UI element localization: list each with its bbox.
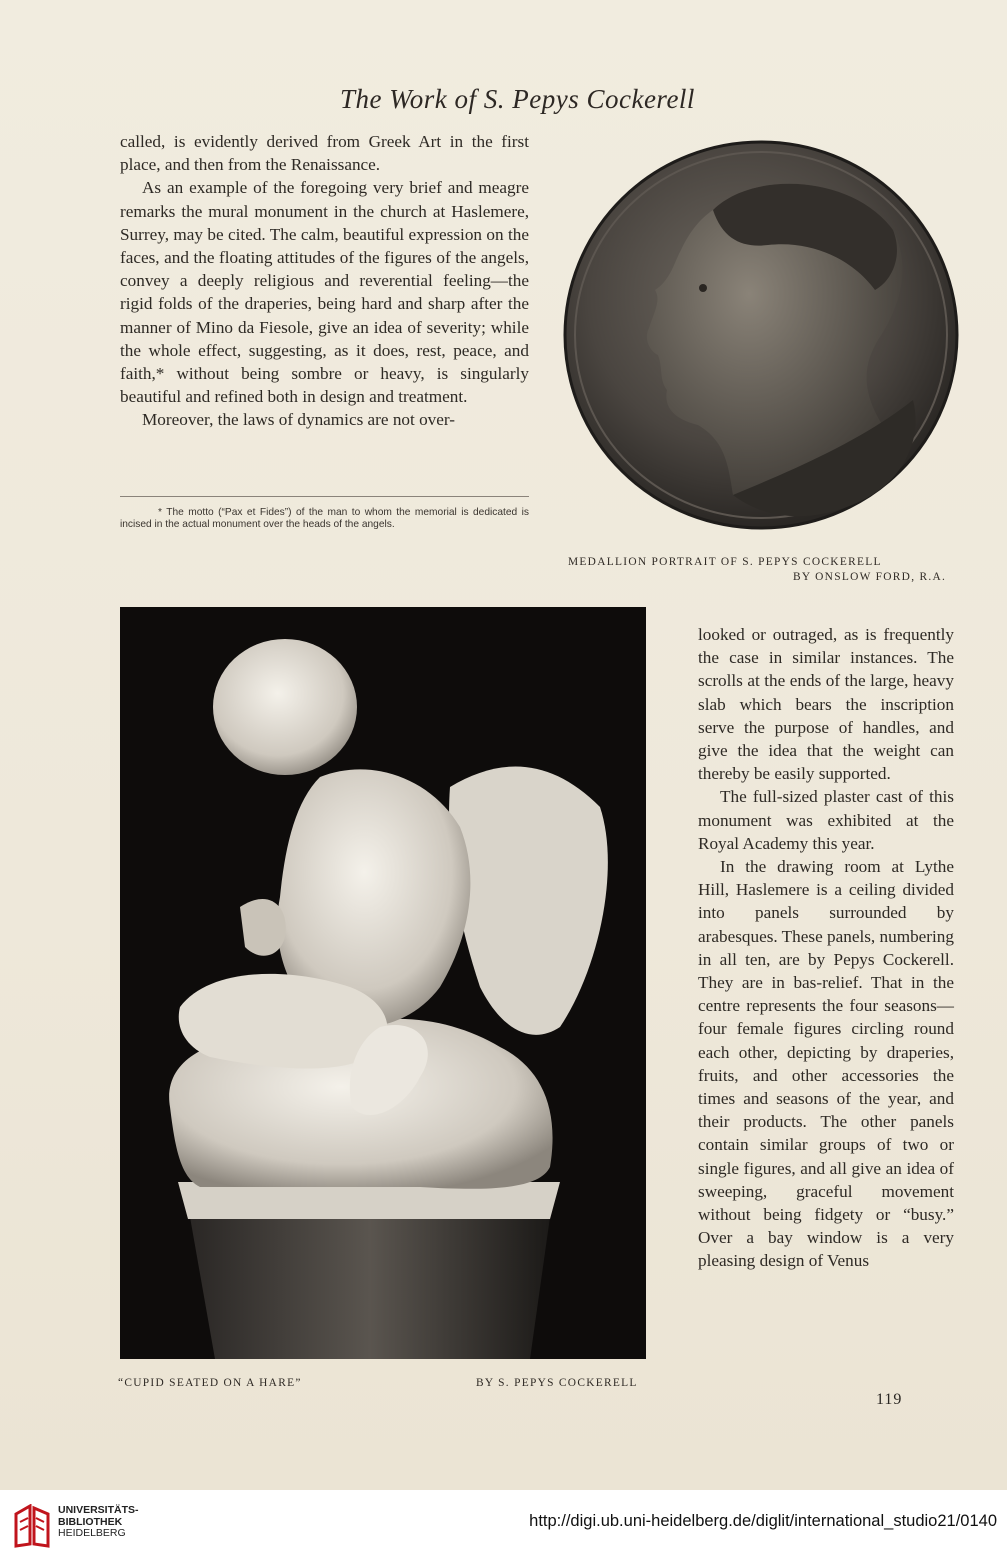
footnote-marker: *: [158, 507, 162, 518]
footnote-text: The motto (“Pax et Fides”) of the man to whom the memorial is dedicated is incised in the actual monument over the heads of the angels.: [120, 507, 529, 531]
page-number: 119: [876, 1391, 903, 1408]
library-name-line: UNIVERSITÄTS-: [58, 1504, 139, 1516]
paragraph: looked or outraged, as is frequently the case in similar instances. The scrolls at the ends of the large, heavy slab which bears the inscription serve the purpose of handles, and give the idea that the weight can thereby be easily supported.: [698, 625, 954, 784]
library-name-line: HEIDELBERG: [58, 1527, 126, 1539]
footnote-divider: [120, 496, 529, 497]
footnote: [120, 507, 529, 532]
cupid-sculpture-photo: [120, 607, 646, 1359]
paragraph: Moreover, the laws of dynamics are not over-: [142, 410, 456, 430]
medallion-caption-credit: BY ONSLOW FORD, R.A.: [793, 571, 947, 583]
library-name-line: BIBLIOTHEK: [58, 1515, 123, 1528]
paragraph: As an example of the foregoing very brief and meagre remarks the mural monument in the church at Haslemere, Surrey, may be cited. The calm, beautiful expression on the faces, and the floating attitudes of the figures of the angels, convey a deeply religious and reverential feeling—the rigid folds of the draperies, being hard and sharp after the manner of Mino da Fiesole, give an idea of severity; while the whole effect, suggesting, as it does, rest, peace, and faith,* without being sombre or heavy, is singularly beautiful and refined both in design and treatment.: [120, 178, 529, 407]
paragraph: In the drawing room at Lythe Hill, Haslemere is a ceiling divided into panels surrounded by arabesques. These panels, numbering in all ten, are by Pepys Cockerell. They are in bas-relief. That in the centre represents the four seasons—four female figures circling round each other, depicting by draperies, fruits, and other accessories the times and seasons of the year, and their products. The other panels contain similar groups of two or single figures, and all give an idea of sweeping, graceful movement without being fidgety or “busy.” Over a bay window is a very pleasing design of Venus: [698, 857, 954, 1271]
library-footer: [0, 1490, 1007, 1562]
paragraph: The full-sized plaster cast of this monument was exhibited at the Royal Academy this year.: [698, 787, 954, 853]
photo-caption-title: “CUPID SEATED ON A HARE”: [118, 1377, 302, 1389]
left-text-column: [120, 130, 529, 432]
paragraph: called, is evidently derived from Greek Art in the first place, and then from the Renaissance.: [120, 132, 529, 175]
medallion-portrait-image: [563, 140, 959, 530]
right-text-column: [698, 623, 954, 1273]
running-header: The Work of S. Pepys Cockerell: [340, 84, 695, 114]
university-library-logo-icon: [14, 1504, 50, 1548]
library-name: [58, 1505, 139, 1540]
source-url-link[interactable]: http://digi.ub.uni-heidelberg.de/diglit/international_studio21/0140: [529, 1512, 997, 1530]
medallion-caption-title: MEDALLION PORTRAIT OF S. PEPYS COCKERELL: [568, 556, 882, 568]
photo-caption-credit: BY S. PEPYS COCKERELL: [476, 1377, 638, 1389]
